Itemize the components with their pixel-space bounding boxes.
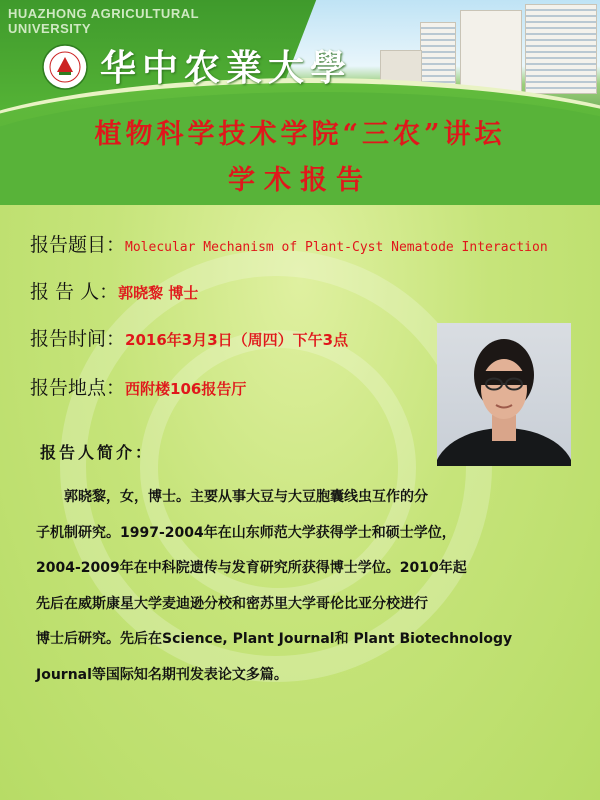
speaker-row [30, 277, 198, 304]
topic-label: 报告题目： [30, 234, 126, 256]
bio-line: 博士后研究。先后在Science, Plant Journal和 Plant Biotechnology [36, 631, 513, 647]
bio-line: 2004-2009年在中科院遗传与发育研究所获得博士学位。2010年起 [36, 560, 467, 576]
speaker-value: 郭晓黎 博士 [118, 284, 199, 302]
university-seal-icon [42, 44, 88, 90]
place-value: 西附楼106报告厅 [125, 380, 247, 398]
bio-line: 子机制研究。1997-2004年在山东师范大学获得学士和硕士学位， [36, 524, 456, 541]
speaker-label: 报 告 人： [30, 281, 119, 303]
header-banner [0, 0, 600, 205]
time-label: 报告时间： [30, 328, 126, 350]
bio-text [36, 480, 566, 693]
place-row [30, 373, 246, 400]
bio-line: 郭晓黎，女，博士。主要从事大豆与大豆胞囊线虫互作的分 [64, 489, 428, 505]
forum-title: 植物科学技术学院“三农”讲坛 [94, 119, 506, 150]
university-chinese-name: 华中农業大學 [100, 47, 353, 89]
university-english-name: HUAZHONG AGRICULTURAL UNIVERSITY [8, 6, 200, 36]
speaker-photo [437, 323, 571, 466]
bio-line: Journal等国际知名期刊发表论文多篇。 [36, 666, 288, 683]
bio-title: 报告人简介： [40, 443, 155, 462]
time-value: 2016年3月3日（周四）下午3点 [125, 331, 349, 349]
place-label: 报告地点： [30, 377, 126, 399]
time-row [30, 324, 348, 351]
topic-row [30, 230, 548, 257]
report-title: 学术报告 [228, 165, 372, 196]
bio-line: 先后在威斯康星大学麦迪逊分校和密苏里大学哥伦比亚分校进行 [36, 595, 428, 612]
topic-value: Molecular Mechanism of Plant-Cyst Nematode Interaction [125, 240, 548, 255]
